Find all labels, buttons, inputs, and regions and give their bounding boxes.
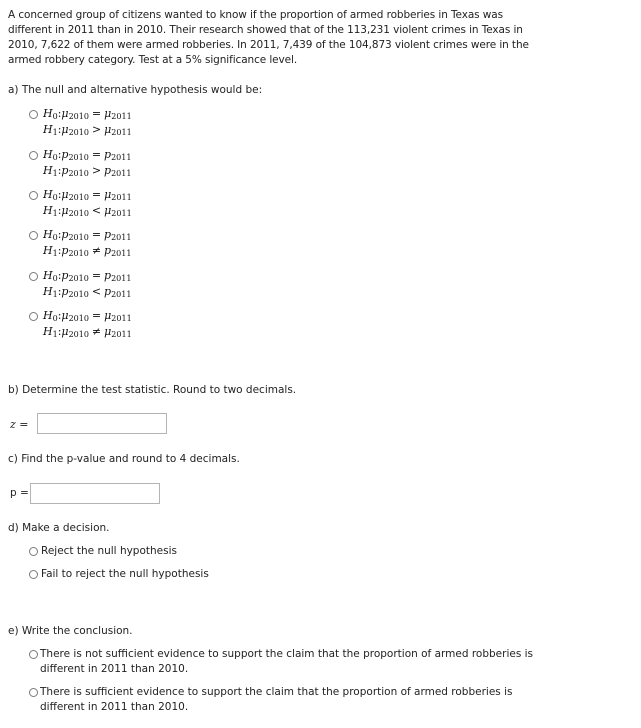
colon: : [57,148,62,161]
rhs-parameter: p [104,148,112,161]
rhs-parameter: μ [104,107,112,120]
colon: : [57,309,62,322]
hypothesis-subscript: 1 [52,128,58,137]
relation-symbol: = [91,188,102,201]
colon: : [57,244,62,257]
lhs-parameter: p [61,285,69,298]
colon: : [57,269,62,282]
rhs-parameter: p [104,228,112,241]
rhs-subscript: 2011 [111,290,132,299]
lhs-subscript: 2010 [68,153,89,162]
lhs-subscript: 2010 [68,314,89,323]
h1-expression [43,204,132,218]
relation-symbol: = [91,309,102,322]
lhs-subscript: 2010 [68,249,89,258]
hypothesis-symbol: H [43,309,53,322]
relation-symbol: ≠ [91,325,102,338]
colon: : [57,188,62,201]
lhs-parameter: p [61,269,69,282]
hypothesis-subscript: 0 [52,193,58,202]
rhs-parameter: p [104,244,112,257]
hypothesis-symbol: H [43,148,53,161]
rhs-parameter: p [104,269,112,282]
lhs-parameter: μ [61,325,69,338]
hypothesis-option-3-radio[interactable] [29,191,38,200]
conclusion-not-sufficient-label[interactable]: There is not sufficient evidence to support the claim that the proportion of armed robberies is different in 2011 than 2010. [40,648,534,675]
relation-symbol: ≠ [91,244,102,257]
rhs-parameter: μ [104,325,112,338]
relation-symbol: > [91,123,102,136]
h1-expression [43,325,132,339]
rhs-subscript: 2011 [111,128,132,137]
lhs-parameter: p [61,244,69,257]
lhs-parameter: μ [61,204,69,217]
z-label: z = [10,418,29,431]
relation-symbol: > [91,164,102,177]
hypothesis-subscript: 0 [52,314,58,323]
lhs-parameter: μ [61,107,69,120]
hypothesis-subscript: 1 [52,330,58,339]
decision-reject-radio[interactable] [29,547,38,556]
hypothesis-subscript: 0 [52,112,58,121]
h1-expression [43,285,131,299]
colon: : [57,325,62,338]
lhs-subscript: 2010 [68,330,89,339]
rhs-subscript: 2011 [111,330,132,339]
hypothesis-symbol: H [43,123,53,136]
rhs-subscript: 2011 [111,153,132,162]
h1-expression [43,244,131,258]
rhs-subscript: 2011 [111,169,132,178]
h0-expression [43,269,131,283]
colon: : [57,204,62,217]
hypothesis-symbol: H [43,269,53,282]
p-label: p = [10,487,29,499]
part-c-prompt: c) Find the p-value and round to 4 decimals. [8,453,240,465]
rhs-subscript: 2011 [111,274,132,283]
decision-reject-label[interactable]: Reject the null hypothesis [41,545,177,557]
part-a-prompt: a) The null and alternative hypothesis would be: [8,84,263,96]
rhs-subscript: 2011 [111,193,132,202]
hypothesis-symbol: H [43,325,53,338]
hypothesis-symbol: H [43,164,53,177]
p-input[interactable] [30,483,160,504]
hypothesis-subscript: 0 [52,153,58,162]
hypothesis-subscript: 1 [52,169,58,178]
rhs-parameter: p [104,285,112,298]
rhs-parameter: μ [104,188,112,201]
decision-fail-to-reject-radio[interactable] [29,570,38,579]
colon: : [57,228,62,241]
hypothesis-option-2-radio[interactable] [29,151,38,160]
rhs-parameter: μ [104,309,112,322]
hypothesis-option-6-radio[interactable] [29,312,38,321]
lhs-subscript: 2010 [68,193,89,202]
part-d-prompt: d) Make a decision. [8,522,110,534]
relation-symbol: = [91,269,102,282]
h0-expression [43,188,132,202]
colon: : [57,285,62,298]
relation-symbol: = [91,148,102,161]
hypothesis-subscript: 1 [52,249,58,258]
relation-symbol: < [91,285,102,298]
relation-symbol: = [91,228,102,241]
hypothesis-option-1-radio[interactable] [29,110,38,119]
colon: : [57,123,62,136]
colon: : [57,107,62,120]
lhs-subscript: 2010 [68,274,89,283]
hypothesis-subscript: 0 [52,233,58,242]
conclusion-not-sufficient-radio[interactable] [29,650,38,659]
rhs-subscript: 2011 [111,233,132,242]
relation-symbol: < [91,204,102,217]
rhs-subscript: 2011 [111,112,132,121]
hypothesis-symbol: H [43,107,53,120]
h0-expression [43,107,132,121]
lhs-parameter: μ [61,309,69,322]
hypothesis-symbol: H [43,204,53,217]
rhs-subscript: 2011 [111,249,132,258]
hypothesis-symbol: H [43,244,53,257]
h0-expression [43,309,132,323]
lhs-parameter: p [61,164,69,177]
problem-statement: A concerned group of citizens wanted to know if the proportion of armed robberies in Texas was different in 2011 than in 2010. Their research showed that of the 113,231 violent crimes in Texas in 2010, 7,622 of them were armed robberies. In 2011, 7,439 of the 104,873 violent crimes were in the armed robbery category. Test at a 5% significance level. [8,9,529,66]
lhs-subscript: 2010 [68,112,89,121]
decision-fail-to-reject-label[interactable]: Fail to reject the null hypothesis [41,568,209,580]
part-b-prompt: b) Determine the test statistic. Round to two decimals. [8,384,297,396]
lhs-parameter: μ [61,188,69,201]
rhs-parameter: μ [104,123,112,136]
h0-expression [43,148,131,162]
rhs-subscript: 2011 [111,314,132,323]
lhs-subscript: 2010 [68,128,89,137]
conclusion-sufficient-label[interactable]: There is sufficient evidence to support the claim that the proportion of armed robberies is different in 2011 than 2010. [40,686,513,713]
conclusion-sufficient-radio[interactable] [29,688,38,697]
colon: : [57,164,62,177]
hypothesis-option-5-radio[interactable] [29,272,38,281]
rhs-parameter: p [104,164,112,177]
hypothesis-subscript: 0 [52,274,58,283]
lhs-parameter: p [61,148,69,161]
hypothesis-subscript: 1 [52,209,58,218]
h1-expression [43,164,131,178]
z-input[interactable] [37,413,167,434]
hypothesis-symbol: H [43,188,53,201]
h0-expression [43,228,131,242]
hypothesis-symbol: H [43,285,53,298]
lhs-parameter: p [61,228,69,241]
hypothesis-subscript: 1 [52,290,58,299]
rhs-parameter: μ [104,204,112,217]
hypothesis-option-4-radio[interactable] [29,231,38,240]
hypothesis-symbol: H [43,228,53,241]
lhs-subscript: 2010 [68,169,89,178]
lhs-subscript: 2010 [68,209,89,218]
rhs-subscript: 2011 [111,209,132,218]
lhs-subscript: 2010 [68,233,89,242]
lhs-parameter: μ [61,123,69,136]
relation-symbol: = [91,107,102,120]
part-e-prompt: e) Write the conclusion. [8,625,133,637]
lhs-subscript: 2010 [68,290,89,299]
h1-expression [43,123,132,137]
